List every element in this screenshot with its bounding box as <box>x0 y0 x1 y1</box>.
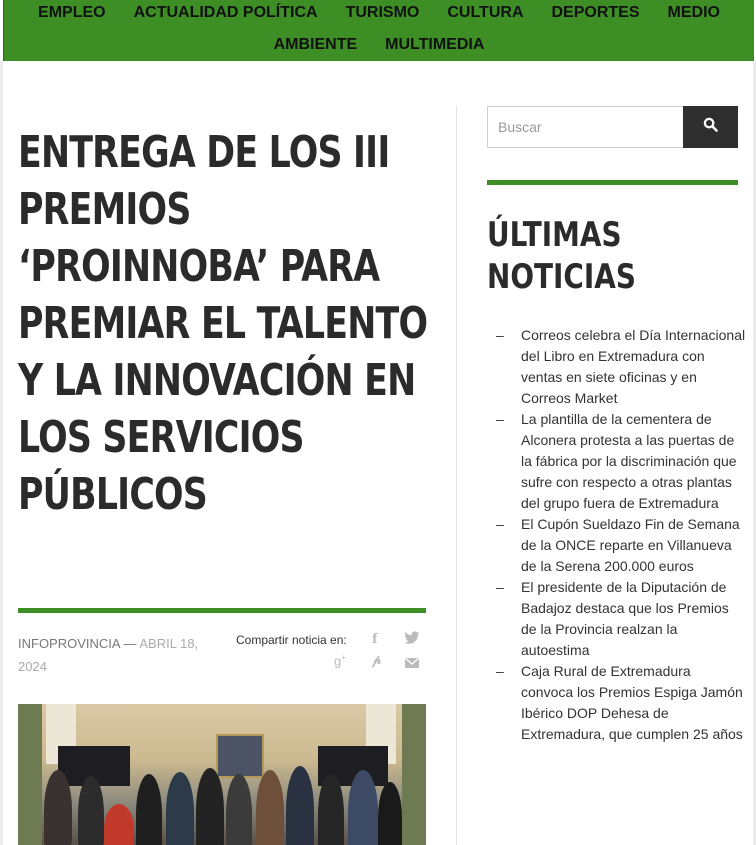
photo-person <box>256 770 284 845</box>
photo-person <box>226 774 252 845</box>
photo-curtain-right <box>402 704 426 845</box>
nav-row-2 <box>4 36 754 54</box>
nav-row-1 <box>4 4 754 22</box>
top-navigation <box>3 0 754 61</box>
photo-person <box>286 766 314 845</box>
nav-item-turismo[interactable]: TURISMO <box>345 4 420 21</box>
news-item-text[interactable]: El presidente de la Diputación de Badajoz destaca que los Premios de la Provincia realzan la autoestima <box>521 579 729 658</box>
news-item[interactable] <box>496 325 746 409</box>
column-divider <box>456 106 457 845</box>
dash-icon: – <box>496 411 504 427</box>
photo-portrait <box>216 734 264 778</box>
google-plus-icon[interactable]: g+ <box>334 653 346 669</box>
nav-item-multimedia[interactable]: MULTIMEDIA <box>385 36 485 53</box>
photo-person <box>348 770 378 845</box>
photo-person <box>78 776 104 845</box>
photo-person <box>318 774 344 845</box>
news-item-text[interactable]: Correos celebra el Día Internacional del Libro en Extremadura con ventas en siete oficinas y en Correos Market <box>521 327 746 406</box>
nav-item-deportes[interactable]: DEPORTES <box>551 4 640 21</box>
nav-item-actualidad-politica[interactable]: ACTUALIDAD POLÍTICA <box>133 4 318 21</box>
article-title: ENTREGA DE LOS III PREMIOS ‘PROINNOBA’ PARA PREMIAR EL TALENTO Y LA INNOVACIÓN EN LOS SERVICIOS PÚBLICOS <box>18 127 428 520</box>
photo-person <box>196 768 224 845</box>
search-input[interactable] <box>487 106 683 148</box>
news-item-text[interactable]: La plantilla de la cementera de Alconera protesta a las puertas de la fábrica por la discriminación que sufre con respecto a otras plantas del grupo fuera de Extremadura <box>521 411 737 511</box>
photo-person <box>44 770 72 845</box>
news-item-text[interactable]: Caja Rural de Extremadura convoca los Premios Espiga Jamón Ibérico DOP Dehesa de Extremadura, que cumplen 25 años <box>521 663 743 742</box>
sidebar-divider <box>487 180 738 185</box>
email-icon[interactable] <box>405 656 419 671</box>
nav-item-medio[interactable]: MEDIO <box>667 4 720 21</box>
facebook-icon[interactable]: f <box>372 632 378 647</box>
search-button[interactable] <box>683 106 738 148</box>
search-icon <box>703 117 718 137</box>
nav-item-empleo[interactable]: EMPLEO <box>38 4 106 21</box>
photo-curtain-left <box>18 704 42 845</box>
news-item[interactable] <box>496 409 746 514</box>
photo-person <box>136 774 162 845</box>
photo-person <box>104 804 134 845</box>
news-item[interactable] <box>496 661 746 745</box>
article-meta <box>18 632 218 678</box>
dash-icon: – <box>496 516 504 532</box>
photo-person <box>378 782 402 845</box>
dash-icon: – <box>496 327 504 343</box>
photo-person <box>166 772 194 845</box>
nav-item-cultura[interactable]: CULTURA <box>447 4 524 21</box>
dash-icon: – <box>496 663 504 679</box>
nav-item-ambiente[interactable]: AMBIENTE <box>273 36 358 53</box>
latest-news-list <box>496 325 746 745</box>
sidebar-title: ÚLTIMAS NOTICIAS <box>487 215 636 297</box>
pinterest-icon[interactable]: 𝓅 <box>372 653 382 668</box>
page-edge-left <box>0 61 3 845</box>
news-item[interactable] <box>496 514 746 577</box>
twitter-icon[interactable] <box>404 631 420 648</box>
dash-icon: – <box>496 579 504 595</box>
article-divider <box>18 608 426 613</box>
article-photo <box>18 704 426 845</box>
news-item[interactable] <box>496 577 746 661</box>
share-label: Compartir noticia en: <box>236 633 347 647</box>
meta-separator: — <box>123 636 137 651</box>
article-date: ABRIL 18, 2024 <box>18 636 199 674</box>
news-item-text[interactable]: El Cupón Sueldazo Fin de Semana de la ONCE reparte en Villanueva de la Serena 200.000 euros <box>521 516 740 574</box>
article-author[interactable]: INFOPROVINCIA <box>18 636 120 651</box>
